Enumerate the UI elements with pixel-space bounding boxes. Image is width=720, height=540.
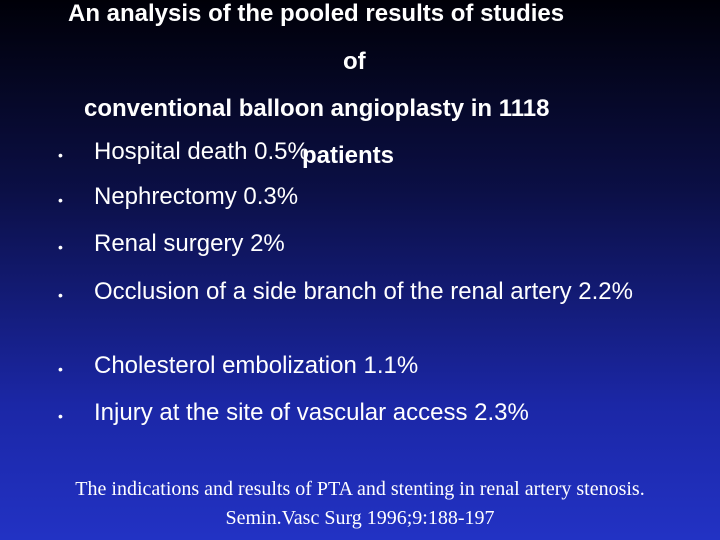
bullet-icon: • — [58, 192, 63, 208]
citation-line-1: The indications and results of PTA and stenting in renal artery stenosis. — [75, 478, 645, 500]
title-line-1: An analysis of the pooled results of studies — [68, 0, 565, 27]
bullet-icon: • — [58, 239, 63, 255]
bullet-icon: • — [58, 361, 63, 377]
bullet-text: Nephrectomy 0.3% — [94, 183, 299, 210]
title-line-3: conventional balloon angioplasty in 1118 — [84, 95, 550, 122]
bullet-text: Cholesterol embolization 1.1% — [94, 352, 419, 379]
bullet-icon: • — [58, 287, 63, 303]
bullet-icon: • — [58, 147, 63, 163]
bullet-text: Hospital death 0.5% — [94, 138, 309, 165]
bullet-icon: • — [58, 408, 63, 424]
citation-line-2: Semin.Vasc Surg 1996;9:188-197 — [225, 507, 495, 529]
title-line-4: patients — [302, 142, 395, 169]
bullet-text: Occlusion of a side branch of the renal artery 2.2% — [94, 278, 633, 305]
bullet-text: Renal surgery 2% — [94, 230, 285, 257]
bullet-text: Injury at the site of vascular access 2.3% — [94, 399, 529, 426]
title-line-2: of — [343, 48, 366, 75]
